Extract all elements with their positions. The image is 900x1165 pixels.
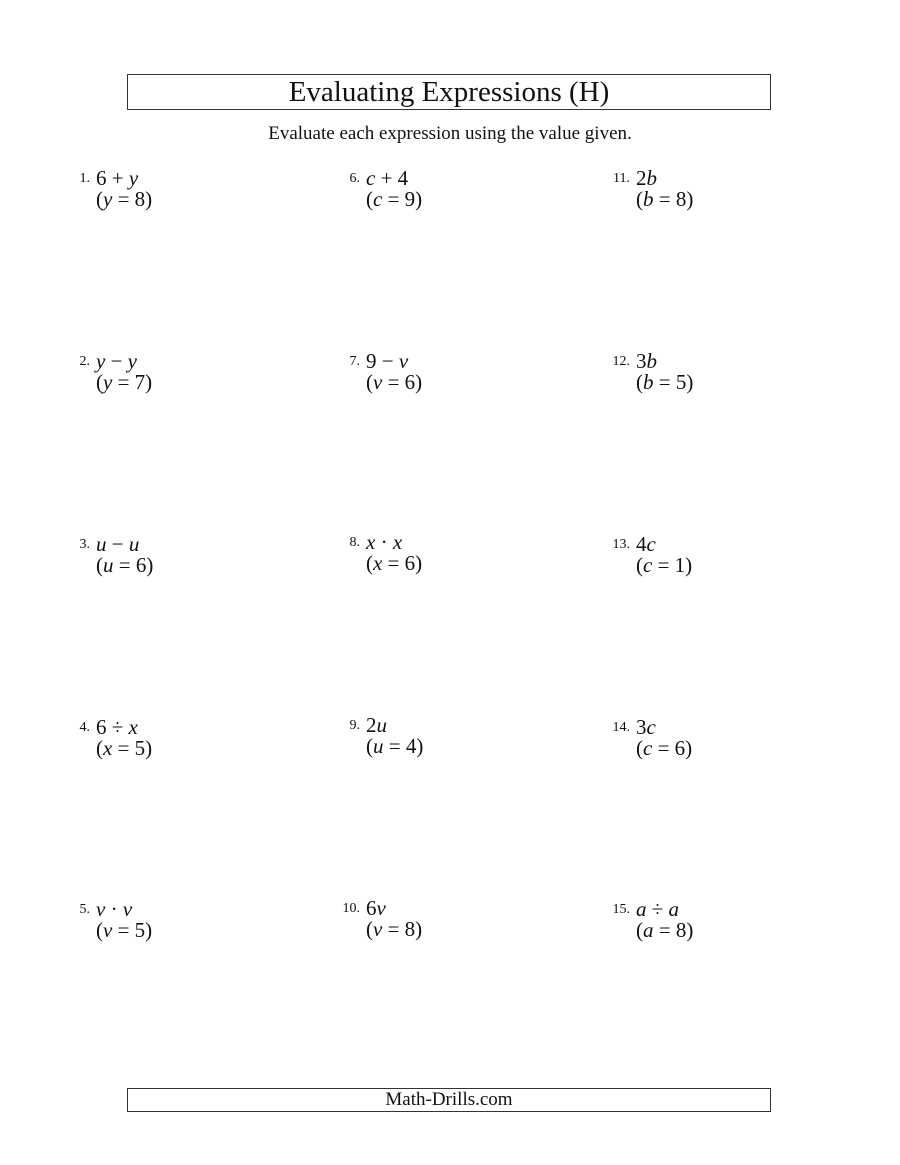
problem-number: 2. — [79, 354, 90, 369]
problem-expression: c + 4 — [366, 166, 409, 190]
problem-expression: 6v — [366, 896, 386, 920]
problem-expression: 9 − v — [366, 349, 409, 373]
problem-number: 12. — [612, 354, 630, 369]
problem-given-value: (u = 6) — [96, 553, 154, 577]
problem-number: 13. — [612, 537, 630, 552]
footer-site-link[interactable]: Math-Drills.com — [127, 1088, 771, 1112]
problem-number: 6. — [349, 171, 360, 186]
problem-given-value: (a = 8) — [636, 918, 694, 942]
problem-expression: 6 + y — [96, 166, 139, 190]
problem-number: 3. — [79, 537, 90, 552]
problem-given-value: (b = 5) — [636, 370, 694, 394]
worksheet-title: Evaluating Expressions (H) — [127, 74, 771, 110]
problem-number: 10. — [342, 901, 360, 916]
problem-number: 7. — [349, 354, 360, 369]
problem-number: 5. — [79, 902, 90, 917]
problem-number: 9. — [349, 718, 360, 733]
problem-number: 1. — [79, 171, 90, 186]
problem-given-value: (c = 6) — [636, 736, 693, 760]
problem-given-value: (y = 8) — [96, 187, 153, 211]
problem-given-value: (u = 4) — [366, 734, 424, 758]
problem-expression: 3b — [636, 349, 657, 373]
problem-given-value: (b = 8) — [636, 187, 694, 211]
problem-number: 4. — [79, 720, 90, 735]
problem-expression: 4c — [636, 532, 656, 556]
problem-expression: 2b — [636, 166, 657, 190]
problem-given-value: (v = 8) — [366, 917, 423, 941]
problem-expression: u − u — [96, 532, 140, 556]
instructions: Evaluate each expression using the value given. — [268, 123, 632, 144]
problem-given-value: (c = 1) — [636, 553, 693, 577]
problem-given-value: (x = 6) — [366, 551, 423, 575]
problem-given-value: (v = 6) — [366, 370, 423, 394]
problem-expression: a ÷ a — [636, 897, 680, 921]
problem-number: 14. — [612, 720, 630, 735]
problem-given-value: (c = 9) — [366, 187, 423, 211]
problem-given-value: (y = 7) — [96, 370, 153, 394]
problem-given-value: (x = 5) — [96, 736, 153, 760]
problem-given-value: (v = 5) — [96, 918, 153, 942]
problem-expression: y − y — [96, 349, 137, 373]
problem-number: 8. — [349, 535, 360, 550]
problem-expression: 3c — [636, 715, 656, 739]
problem-number: 15. — [612, 902, 630, 917]
problem-expression: 2u — [366, 713, 387, 737]
problem-expression: x · x — [366, 530, 403, 554]
problem-expression: 6 ÷ x — [96, 715, 138, 739]
problem-number: 11. — [613, 171, 630, 186]
problem-expression: v · v — [96, 897, 133, 921]
